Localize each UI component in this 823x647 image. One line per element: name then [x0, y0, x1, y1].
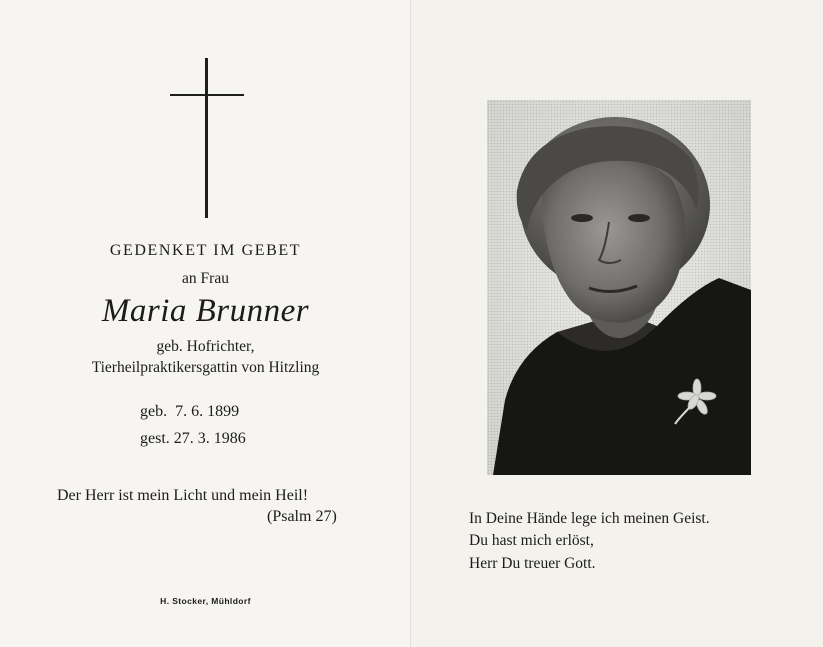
left-panel: [0, 0, 411, 647]
birth-date: geb. 7. 6. 1899: [140, 403, 240, 420]
occupation-line: Tierheilpraktikersgattin von Hitzling: [91, 359, 320, 376]
verse-source: (Psalm 27): [267, 508, 337, 525]
portrait-photo: [487, 100, 751, 475]
right-verse-line: Du hast mich erlöst,: [469, 532, 594, 549]
prayer-heading: GEDENKET IM GEBET: [109, 242, 302, 259]
right-verse-line: In Deine Hände lege ich meinen Geist.: [469, 510, 710, 527]
deceased-name: Maria Brunner: [101, 293, 310, 329]
salutation: an Frau: [182, 270, 229, 287]
verse-text: Der Herr ist mein Licht und mein Heil!: [57, 487, 309, 504]
maiden-name: geb. Hofrichter,: [156, 338, 255, 355]
cross-icon: [170, 58, 244, 218]
printer-credit: H. Stocker, Mühldorf: [160, 596, 251, 606]
right-verse-line: Herr Du treuer Gott.: [469, 555, 596, 572]
death-date: gest. 27. 3. 1986: [140, 430, 246, 447]
